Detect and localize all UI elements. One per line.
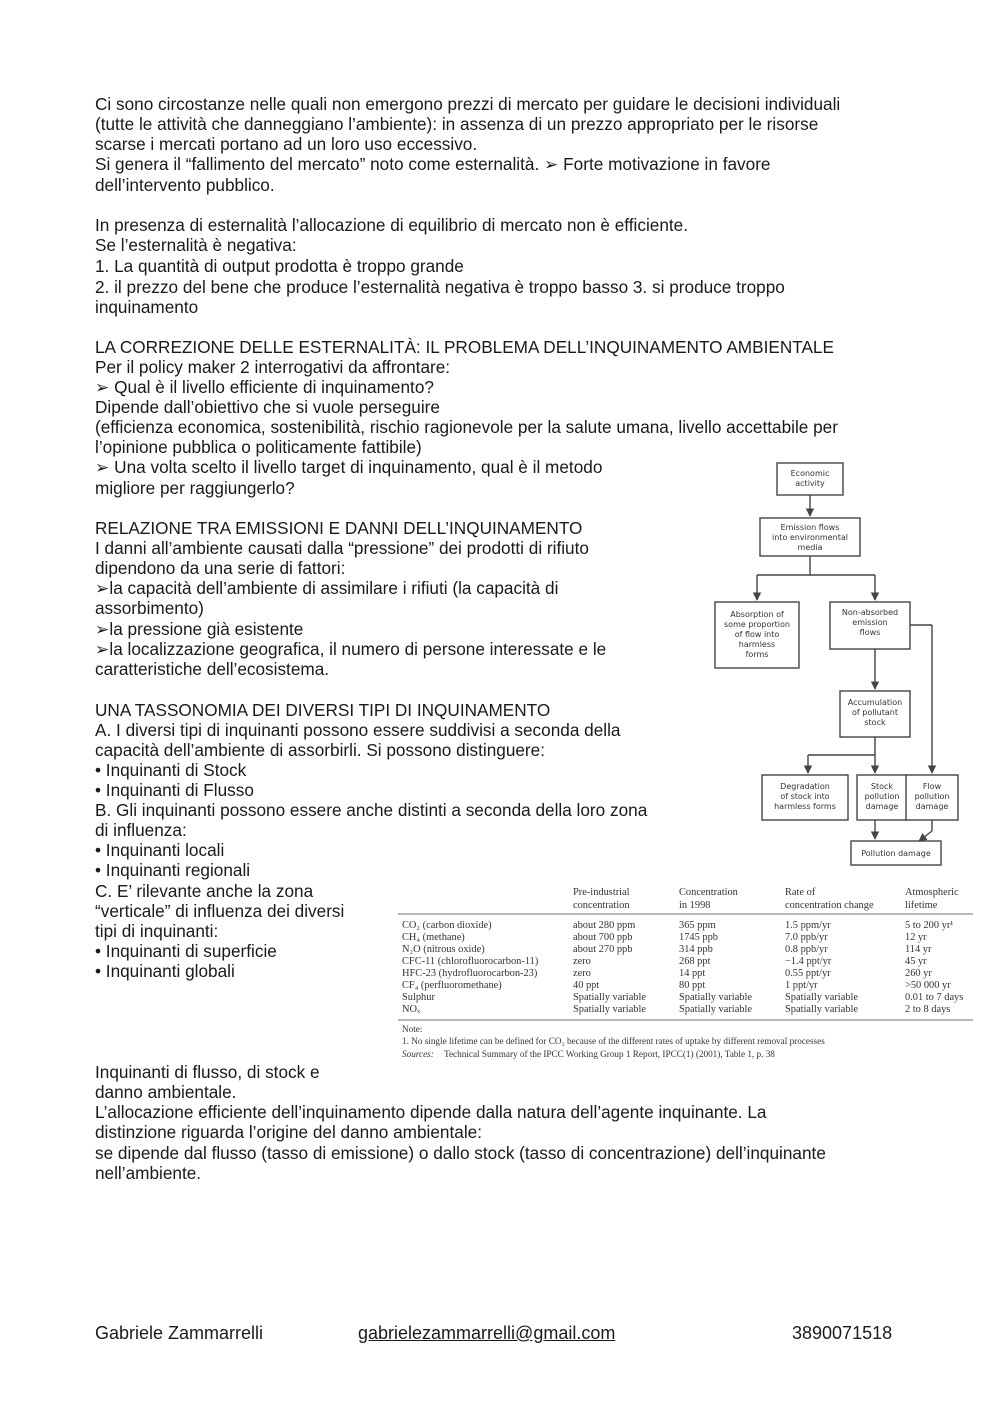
box-label-line: into environmental: [772, 533, 848, 542]
table-header: in 1998: [679, 900, 711, 911]
footer-email-link[interactable]: gabrielezammarrelli@gmail.com: [358, 1323, 616, 1343]
text-line: Per il policy maker 2 interrogativi da affrontare:: [95, 357, 451, 377]
pollution-flow-diagram: [705, 455, 965, 870]
table-note: 1. No single lifetime can be defined for CO₂ because of the different rates of uptake by different removal processes: [402, 1036, 825, 1046]
text-line: ➢la capacità dell’ambiente di assimilare i rifiuti (la capacità di: [95, 578, 559, 598]
box-label: [791, 469, 830, 488]
table-cell: >50 000 yr: [905, 980, 951, 991]
table-cell: about 280 ppm: [573, 920, 636, 931]
table-cell: zero: [573, 956, 591, 967]
text-line: capacità dell’ambiente di assorbirli. Si possono distinguere:: [95, 740, 545, 760]
table-header: lifetime: [905, 900, 938, 911]
box-label-line: Absorption of: [730, 610, 784, 619]
text-line: di influenza:: [95, 820, 187, 840]
text-line: Inquinanti di flusso, di stock e: [95, 1062, 320, 1082]
table-cell: 0.8 ppb/yr: [785, 944, 828, 955]
text-line: I danni all’ambiente causati dalla “pressione” dei prodotti di rifiuto: [95, 538, 589, 558]
table-cell: 0.01 to 7 days: [905, 992, 964, 1003]
table-cell: about 270 ppb: [573, 944, 633, 955]
box-accumulation: [840, 691, 910, 737]
table-cell: CFC-11 (chlorofluorocarbon-11): [402, 956, 539, 967]
table-cell: Spatially variable: [573, 1004, 646, 1015]
table-cell: NOₓ: [402, 1004, 421, 1015]
table-cell: 45 yr: [905, 956, 927, 967]
text-line: • Inquinanti regionali: [95, 860, 251, 880]
table-cell: 268 ppt: [679, 956, 711, 967]
table-cell: about 700 ppb: [573, 932, 633, 943]
table-cell: 12 yr: [905, 932, 927, 943]
table-cell: 1 ppt/yr: [785, 980, 818, 991]
table-cell: Sulphur: [402, 992, 435, 1003]
text-line: “verticale” di influenza dei diversi: [95, 901, 345, 921]
table-cell: N₂O (nitrous oxide): [402, 944, 485, 955]
table-cell: 5 to 200 yr¹: [905, 920, 954, 931]
text-line: Si genera il “fallimento del mercato” noto come esternalità. ➢ Forte motivazione in favore: [95, 154, 771, 174]
text-line: Dipende dall’obiettivo che si vuole perseguire: [95, 397, 440, 417]
text-line: L’allocazione efficiente dell’inquinamento dipende dalla natura dell’agente inquinante. La: [95, 1102, 767, 1122]
table-cell: CO₂ (carbon dioxide): [402, 920, 492, 931]
table-header: Pre-industrial: [573, 887, 630, 898]
text-line: inquinamento: [95, 297, 199, 317]
text-line: In presenza di esternalità l’allocazione di equilibrio di mercato non è efficiente.: [95, 215, 689, 235]
box-label: [774, 782, 836, 811]
text-line: 1. La quantità di output prodotta è troppo grande: [95, 256, 464, 276]
box-pollution-damage: [851, 841, 941, 865]
table-header: Atmospheric: [905, 887, 959, 898]
box-stock-damage: [857, 775, 907, 820]
table-cell: zero: [573, 968, 591, 979]
table-header: Concentration: [679, 887, 738, 898]
text-line: caratteristiche dell’ecosistema.: [95, 659, 330, 679]
footer-name: Gabriele Zammarrelli: [95, 1323, 264, 1343]
text-line: • Inquinanti locali: [95, 840, 225, 860]
box-label-line: flows: [859, 628, 881, 637]
box-label-line: pollution: [914, 792, 950, 801]
box-label-line: damage: [915, 802, 949, 811]
box-label-line: of pollutant: [852, 708, 898, 717]
box-label-line: damage: [865, 802, 899, 811]
text-line: B. Gli inquinanti possono essere anche distinti a seconda della loro zona: [95, 800, 648, 820]
box-label-line: emission: [852, 618, 888, 627]
box-label-line: Flow: [922, 782, 942, 791]
text-line: scarse i mercati portano ad un loro uso eccessivo.: [95, 134, 478, 154]
box-degradation: [762, 775, 848, 820]
greenhouse-gas-table: [398, 884, 973, 1064]
box-label-line: Pollution damage: [861, 849, 931, 858]
table-cell: Spatially variable: [679, 1004, 752, 1015]
table-cell: 2 to 8 days: [905, 1004, 951, 1015]
text-line: dell’intervento pubblico.: [95, 175, 275, 195]
text-line: • Inquinanti di superficie: [95, 941, 277, 961]
table-cell: 80 ppt: [679, 980, 706, 991]
text-line: se dipende dal flusso (tasso di emissione) o dallo stock (tasso di concentrazione) dell’inquinante: [95, 1143, 826, 1163]
box-label: [861, 849, 931, 858]
text-line: ➢ Qual è il livello efficiente di inquinamento?: [95, 377, 434, 397]
table-cell: CF₄ (perfluoromethane): [402, 980, 502, 991]
table-cell: 260 yr: [905, 968, 932, 979]
table-cell: Spatially variable: [573, 992, 646, 1003]
text-line: distinzione riguarda l’origine del danno ambientale:: [95, 1122, 482, 1142]
text-line: • Inquinanti di Stock: [95, 760, 247, 780]
table-cell: Spatially variable: [785, 1004, 858, 1015]
table-cell: 0.55 ppt/yr: [785, 968, 831, 979]
table-cell: CH₄ (methane): [402, 932, 465, 943]
text-line: (efficienza economica, sostenibilità, rischio ragionevole per la salute umana, livello accettabile per: [95, 417, 838, 437]
text-line: C. E’ rilevante anche la zona: [95, 881, 314, 901]
box-absorption: [715, 602, 799, 668]
text-line: • Inquinanti globali: [95, 961, 235, 981]
table-header: Rate of: [785, 887, 816, 898]
text-line: dipendono da una serie di fattori:: [95, 558, 346, 578]
text-line: assorbimento): [95, 598, 204, 618]
box-label-line: some proportion: [724, 620, 790, 629]
box-label-line: Emission flows: [780, 523, 840, 532]
box-economic-activity: [777, 463, 843, 495]
box-non-absorbed: [830, 602, 910, 649]
box-label-line: Non-absorbed: [841, 608, 899, 617]
box-label-line: stock: [864, 718, 886, 727]
table-header: concentration: [573, 900, 630, 911]
table-cell: 114 yr: [905, 944, 932, 955]
box-label-line: Degradation: [780, 782, 830, 791]
table-cell: 14 ppt: [679, 968, 706, 979]
text-line: • Inquinanti di Flusso: [95, 780, 254, 800]
text-line: LA CORREZIONE DELLE ESTERNALITÀ: IL PROBLEMA DELL’INQUINAMENTO AMBIENTALE: [95, 337, 834, 357]
text-line: Se l’esternalità è negativa:: [95, 235, 297, 255]
footer-phone: 3890071518: [792, 1323, 893, 1343]
table-note-label: Note:: [402, 1024, 423, 1034]
table-sources: Technical Summary of the IPCC Working Group 1 Report, IPCC(1) (2001), Table 1, p. 38: [444, 1049, 775, 1059]
text-line: ➢la pressione già esistente: [95, 619, 304, 639]
box-label-line: of stock into: [780, 792, 830, 801]
table-cell: Spatially variable: [785, 992, 858, 1003]
box-flow-damage: [906, 775, 958, 820]
box-label-line: of flow into: [734, 630, 780, 639]
text-line: Ci sono circostanze nelle quali non emergono prezzi di mercato per guidare le decisioni individuali: [95, 94, 841, 114]
table-cell: 1745 ppb: [679, 932, 718, 943]
text-line: A. I diversi tipi di inquinanti possono essere suddivisi a seconda della: [95, 720, 621, 740]
text-line: ➢ Una volta scelto il livello target di inquinamento, qual è il metodo: [95, 457, 603, 477]
text-line: danno ambientale.: [95, 1082, 237, 1102]
table-cell: 1.5 ppm/yr: [785, 920, 831, 931]
table-cell: Spatially variable: [679, 992, 752, 1003]
table-cell: 7.0 ppb/yr: [785, 932, 828, 943]
text-line: (tutte le attività che danneggiano l’ambiente): in assenza di un prezzo appropriato per le risorse: [95, 114, 819, 134]
table-header: concentration change: [785, 900, 874, 911]
text-line: tipi di inquinanti:: [95, 921, 219, 941]
table-cell: 40 ppt: [573, 980, 600, 991]
box-label-line: activity: [795, 479, 825, 488]
box-label-line: Stock: [870, 782, 894, 791]
box-label-line: harmless forms: [774, 802, 836, 811]
box-label-line: Economic: [790, 469, 830, 478]
table-sources-label: Sources:: [402, 1049, 434, 1059]
text-line: ➢la localizzazione geografica, il numero di persone interessate e le: [95, 639, 607, 659]
box-label-line: pollution: [864, 792, 900, 801]
box-label-line: media: [797, 543, 823, 552]
table-cell: 314 ppb: [679, 944, 713, 955]
table-cell: −1.4 ppt/yr: [785, 956, 832, 967]
table-cell: 365 ppm: [679, 920, 716, 931]
text-line: UNA TASSONOMIA DEI DIVERSI TIPI DI INQUINAMENTO: [95, 700, 551, 720]
box-label-line: Accumulation: [847, 698, 903, 707]
text-line: RELAZIONE TRA EMISSIONI E DANNI DELL’INQUINAMENTO: [95, 518, 583, 538]
text-line: nell’ambiente.: [95, 1163, 202, 1183]
text-line: migliore per raggiungerlo?: [95, 478, 295, 498]
table-cell: HFC-23 (hydrofluorocarbon-23): [402, 968, 538, 979]
box-emission-flows: [760, 518, 860, 556]
box-label-line: forms: [745, 650, 769, 659]
text-line: l’opinione pubblica o politicamente fattibile): [95, 437, 422, 457]
text-line: 2. il prezzo del bene che produce l’esternalità negativa è troppo basso 3. si produce troppo: [95, 277, 785, 297]
box-label-line: harmless: [738, 640, 776, 649]
